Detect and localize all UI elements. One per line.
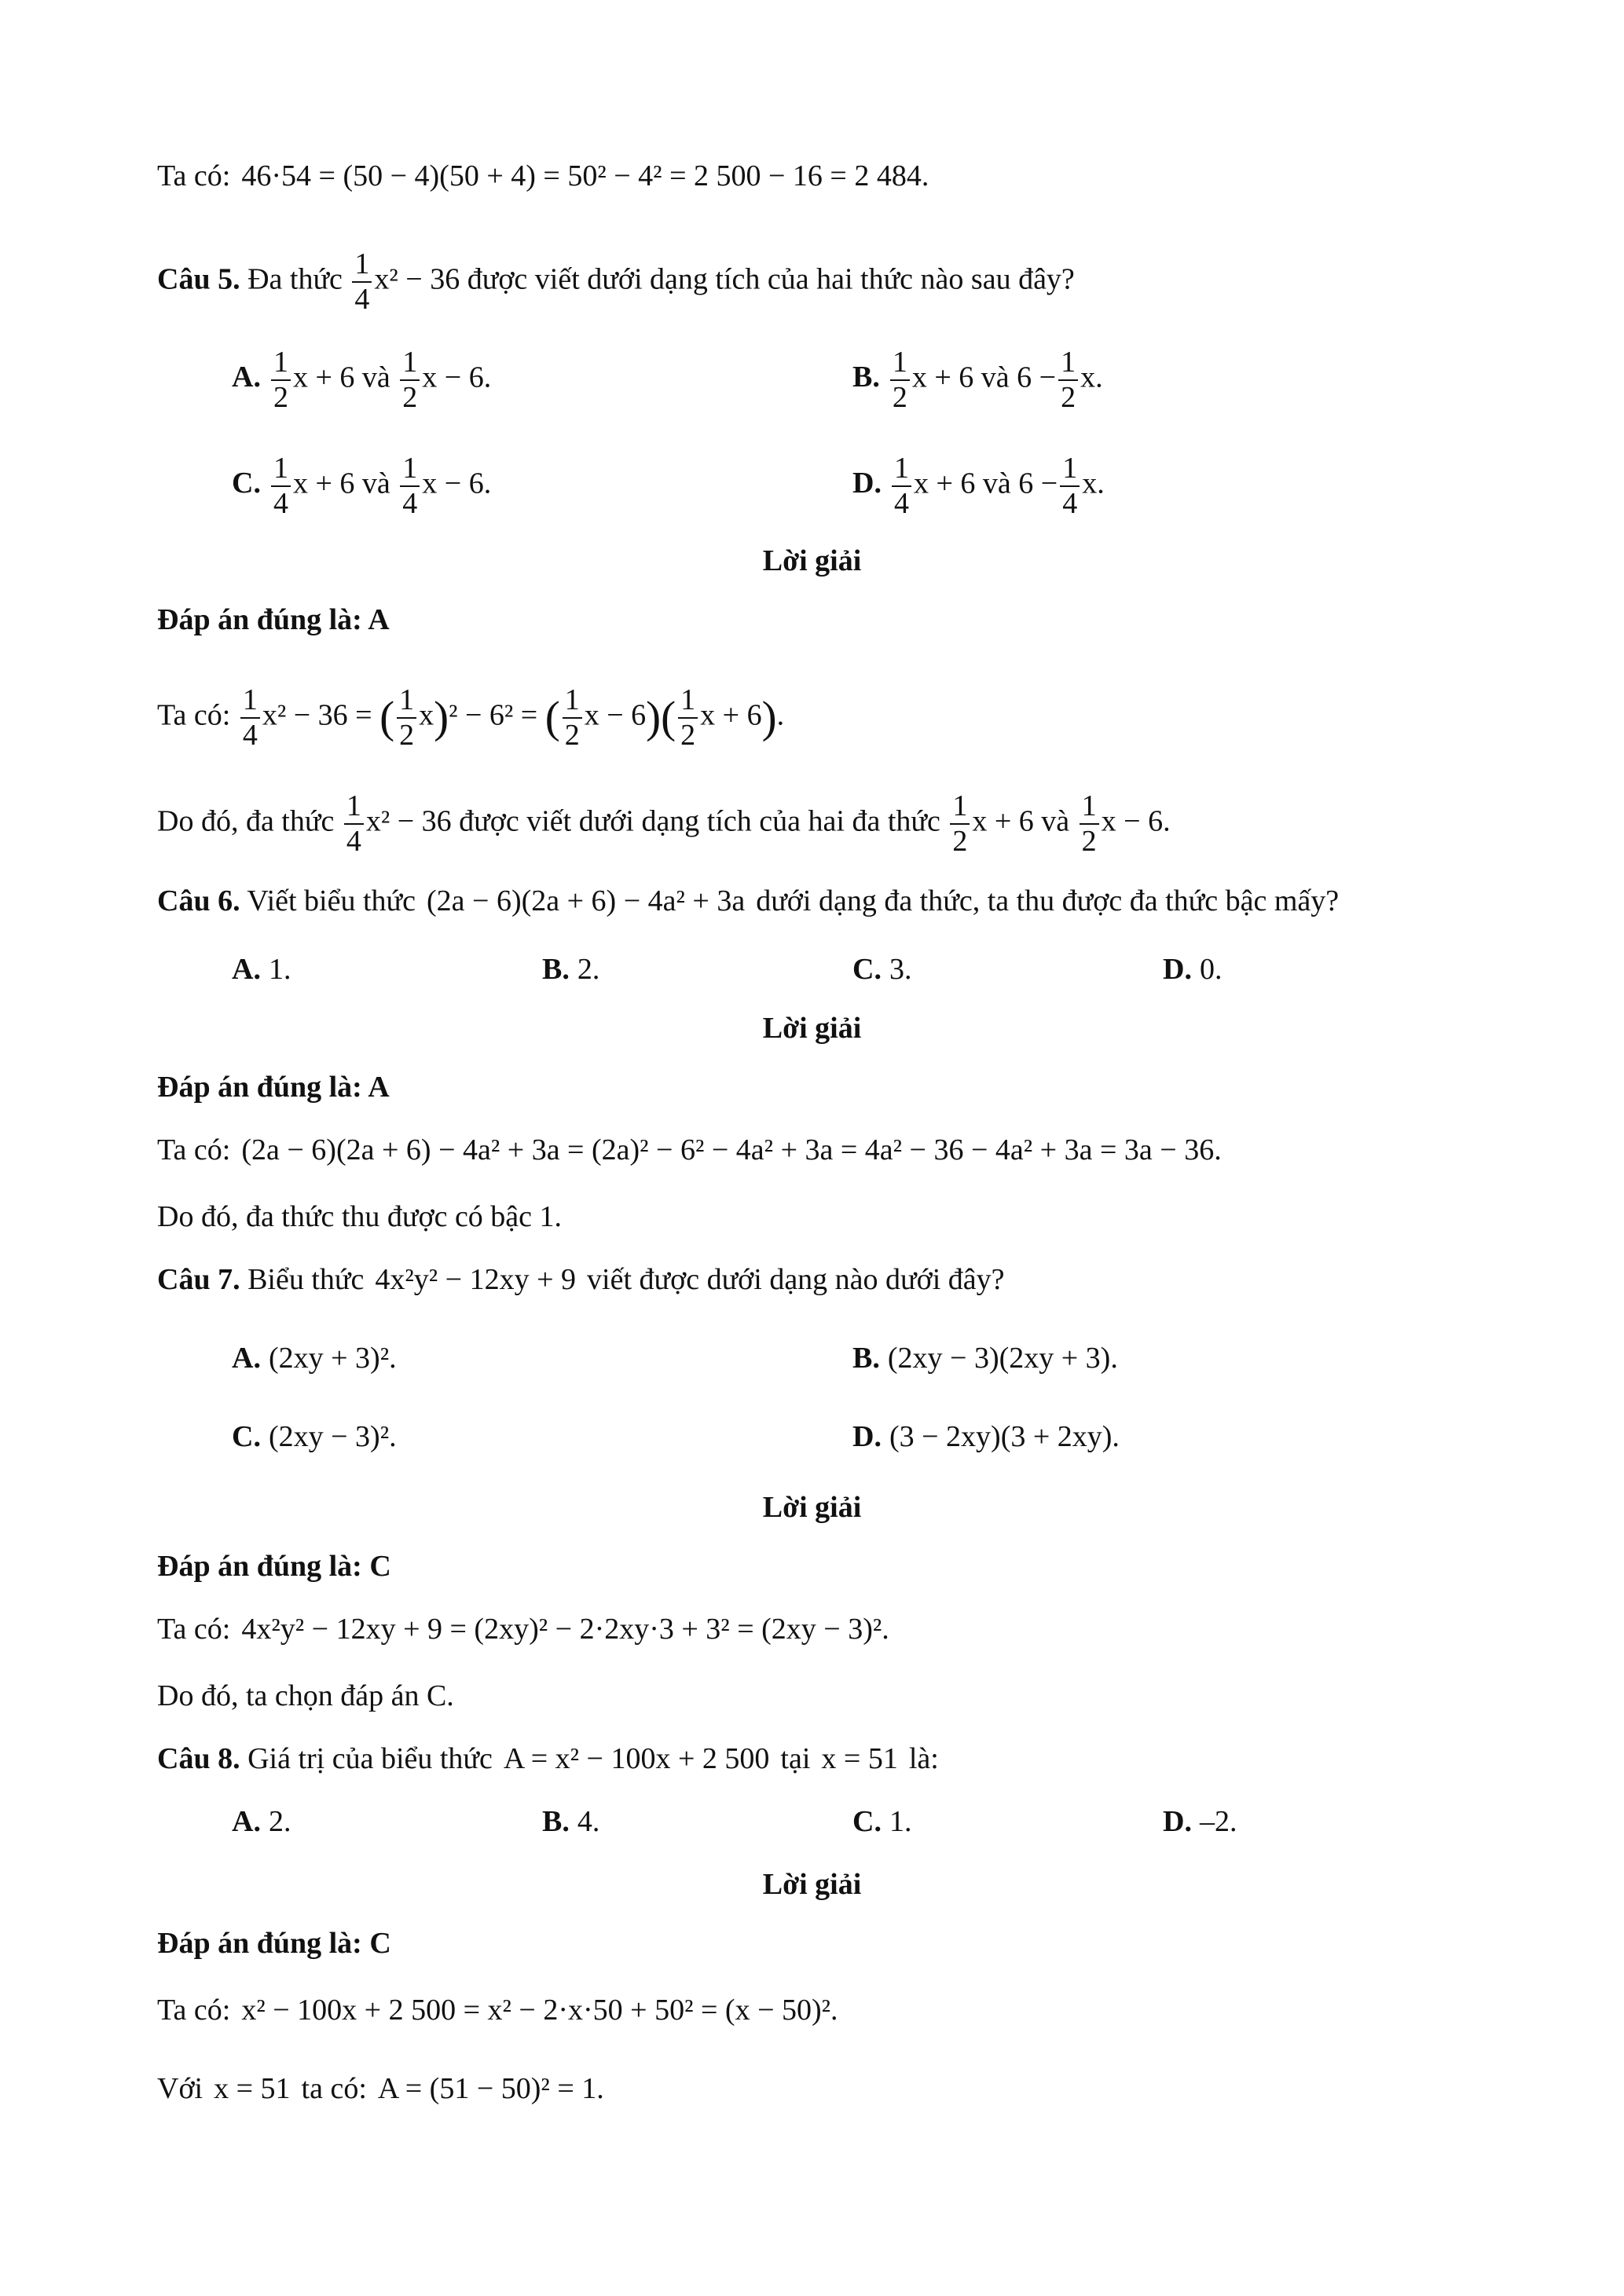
- option-6b[interactable]: [542, 954, 599, 984]
- option-value: 1.: [889, 1805, 912, 1838]
- math-expression: x − 6.: [422, 467, 492, 500]
- option-7d[interactable]: [852, 1422, 1120, 1452]
- option-label: A.: [232, 361, 261, 394]
- fraction: [950, 789, 970, 858]
- math-expression: x² − 100x + 2 500 = x² − 2·x·50 + 50² = (x − 50)².: [241, 1994, 838, 2027]
- numerator: 1: [400, 452, 420, 487]
- option-value: 4.: [577, 1805, 600, 1838]
- answer-line: Đáp án đúng là: C: [157, 1550, 391, 1583]
- text: Ta có:: [157, 698, 231, 732]
- answer-line: Đáp án đúng là: A: [157, 603, 390, 636]
- text: Ta có:: [157, 1133, 231, 1166]
- option-5b[interactable]: [852, 346, 1103, 414]
- fraction: [400, 346, 420, 414]
- option-value: (2xy + 3)².: [268, 1342, 397, 1375]
- question-label: Câu 8.: [157, 1742, 240, 1775]
- option-label: B.: [542, 1805, 570, 1838]
- text: Đa thức: [247, 262, 343, 296]
- numerator: 1: [563, 683, 582, 719]
- question-label: Câu 7.: [157, 1263, 240, 1296]
- option-value: 1.: [268, 953, 291, 986]
- text: Giá trị của biểu thức: [247, 1742, 493, 1775]
- denominator: 4: [402, 486, 418, 520]
- option-label: C.: [852, 953, 882, 986]
- denominator: 4: [893, 486, 909, 520]
- numerator: 1: [1080, 789, 1099, 825]
- option-5c[interactable]: [232, 452, 491, 520]
- text: Do đó, đa thức: [157, 804, 335, 838]
- option-8d[interactable]: [1163, 1807, 1237, 1836]
- option-label: B.: [542, 953, 570, 986]
- fraction: [890, 346, 910, 414]
- option-label: D.: [852, 1420, 882, 1453]
- fraction: [1080, 789, 1099, 858]
- fraction: [678, 683, 698, 752]
- math-expression: (2a − 6)(2a + 6) − 4a² + 3a: [427, 884, 746, 917]
- math-expression: x.: [1082, 467, 1105, 500]
- option-6a[interactable]: [232, 954, 291, 984]
- denominator: 2: [564, 718, 580, 752]
- option-5a[interactable]: [232, 346, 491, 414]
- text: và: [361, 467, 390, 500]
- solution-line: [157, 789, 1530, 858]
- denominator: 4: [273, 486, 288, 520]
- fraction: [563, 683, 582, 752]
- text: viết được dưới dạng nào dưới đây?: [587, 1263, 1005, 1296]
- text: và: [981, 361, 1010, 394]
- solution-line: [157, 1995, 1530, 2025]
- solution-line: Do đó, ta chọn đáp án C.: [157, 1679, 454, 1712]
- answer-line: Đáp án đúng là: C: [157, 1927, 391, 1960]
- math-expression: .: [776, 698, 785, 732]
- fraction: [397, 683, 416, 752]
- math-expression: 6 −: [1017, 361, 1057, 394]
- math-expression: 4x²y² − 12xy + 9 = (2xy)² − 2·2xy·3 + 3² = (2xy − 3)².: [241, 1613, 889, 1646]
- fraction: [271, 452, 291, 520]
- option-5d[interactable]: [852, 452, 1105, 520]
- option-8c[interactable]: [852, 1807, 911, 1836]
- question-7: [157, 1265, 1530, 1294]
- question-label: Câu 5.: [157, 262, 240, 296]
- fraction: [400, 452, 420, 520]
- option-label: D.: [852, 467, 882, 500]
- numerator: 1: [950, 789, 970, 825]
- numerator: 1: [890, 346, 910, 381]
- denominator: 4: [1062, 486, 1078, 520]
- option-label: C.: [232, 467, 261, 500]
- text: dưới dạng đa thức, ta thu được đa thức bậc mấy?: [756, 884, 1340, 917]
- math-expression: x − 6.: [422, 361, 492, 394]
- option-label: D.: [1163, 1805, 1192, 1838]
- math-expression: ² − 6² =: [449, 698, 538, 732]
- numerator: 1: [240, 683, 260, 719]
- math-expression: (2a − 6)(2a + 6) − 4a² + 3a = (2a)² − 6² − 4a² + 3a = 4a² − 36 − 4a² + 3a = 3a − 36.: [241, 1133, 1222, 1166]
- option-label: B.: [852, 1342, 880, 1375]
- math-expression: x + 6: [700, 698, 762, 732]
- option-value: 0.: [1199, 953, 1223, 986]
- denominator: 2: [952, 824, 968, 858]
- math-expression: x.: [1080, 361, 1103, 394]
- text: là:: [908, 1742, 939, 1775]
- math-expression: x² − 36: [365, 804, 452, 838]
- math-expression: x = 51: [214, 2072, 291, 2105]
- denominator: 4: [346, 824, 361, 858]
- fraction: [1058, 346, 1078, 414]
- text: Ta có:: [157, 1994, 231, 2027]
- math-expression: 4x²y² − 12xy + 9: [375, 1263, 577, 1296]
- math-expression: x − 6.: [1101, 804, 1171, 838]
- solution-line: [157, 161, 1530, 191]
- text: Ta có:: [157, 159, 231, 192]
- solution-heading: Lời giải: [762, 544, 862, 577]
- math-expression: x + 6: [292, 467, 355, 500]
- math-expression: x² − 36: [374, 262, 460, 296]
- solution-heading: Lời giải: [762, 1868, 862, 1901]
- numerator: 1: [271, 346, 291, 381]
- text: và: [982, 467, 1011, 500]
- question-8: [157, 1744, 1530, 1774]
- option-7a[interactable]: [232, 1343, 397, 1373]
- math-expression: x − 6: [584, 698, 647, 732]
- solution-heading: Lời giải: [762, 1012, 862, 1045]
- denominator: 2: [1061, 380, 1076, 414]
- fraction: [892, 452, 911, 520]
- option-label: D.: [1163, 953, 1192, 986]
- text: và: [1041, 804, 1070, 838]
- denominator: 4: [354, 282, 370, 316]
- numerator: 1: [678, 683, 698, 719]
- math-expression: x + 6: [911, 361, 974, 394]
- numerator: 1: [397, 683, 416, 719]
- denominator: 4: [242, 718, 258, 752]
- numerator: 1: [1058, 346, 1078, 381]
- text: Với: [157, 2072, 203, 2105]
- math-expression: A = (51 − 50)² = 1.: [377, 2072, 604, 2105]
- option-value: 3.: [889, 953, 912, 986]
- text: Ta có:: [157, 1613, 231, 1646]
- option-8b[interactable]: [542, 1807, 599, 1836]
- text: được viết dưới dạng tích của hai đa thức: [459, 804, 940, 838]
- math-expression: x + 6: [913, 467, 976, 500]
- option-value: (3 − 2xy)(3 + 2xy).: [889, 1420, 1120, 1453]
- math-expression: x² − 36 =: [262, 698, 372, 732]
- denominator: 2: [273, 380, 288, 414]
- solution-line: Ta có: $\frac{1}{4}$ x² − 36 = ( $\frac{1}{2}$ x)² − 6² = ( $\frac{1}{2}$ x − 6)( $\frac{1}{2}$ x + 6).: [157, 683, 785, 752]
- math-expression: A = x² − 100x + 2 500: [503, 1742, 770, 1775]
- option-7b[interactable]: [852, 1343, 1118, 1373]
- answer-line: Đáp án đúng là: A: [157, 1071, 390, 1104]
- option-value: (2xy − 3)².: [268, 1420, 397, 1453]
- fraction: [240, 683, 260, 752]
- option-label: C.: [852, 1805, 882, 1838]
- option-label: B.: [852, 361, 880, 394]
- option-8a[interactable]: [232, 1807, 291, 1836]
- text: tại: [780, 1742, 811, 1775]
- numerator: 1: [1060, 452, 1080, 487]
- math-expression: x + 6: [292, 361, 355, 394]
- numerator: 1: [352, 247, 372, 283]
- option-label: C.: [232, 1420, 261, 1453]
- numerator: 1: [892, 452, 911, 487]
- denominator: 2: [1081, 824, 1097, 858]
- fraction: [344, 789, 364, 858]
- question-6: [157, 886, 1530, 916]
- solution-line: [157, 1614, 1530, 1644]
- question-5: [157, 247, 1530, 316]
- text: được viết dưới dạng tích của hai thức nào sau đây?: [467, 262, 1075, 296]
- option-label: A.: [232, 1342, 261, 1375]
- numerator: 1: [271, 452, 291, 487]
- option-6c[interactable]: [852, 954, 911, 984]
- denominator: 2: [892, 380, 907, 414]
- option-6d[interactable]: [1163, 954, 1222, 984]
- numerator: 1: [400, 346, 420, 381]
- solution-line: [157, 1135, 1530, 1165]
- fraction: [1060, 452, 1080, 520]
- text: và: [361, 361, 390, 394]
- option-value: 2.: [268, 1805, 291, 1838]
- text: Viết biểu thức: [247, 884, 416, 917]
- option-7c[interactable]: [232, 1422, 397, 1452]
- option-label: A.: [232, 1805, 261, 1838]
- option-value: 2.: [577, 953, 600, 986]
- text: Biểu thức: [247, 1263, 365, 1296]
- math-expression: 46·54 = (50 − 4)(50 + 4) = 50² − 4² = 2 500 − 16 = 2 484.: [241, 159, 929, 192]
- option-value: –2.: [1199, 1805, 1237, 1838]
- math-expression: x: [419, 698, 434, 732]
- text: ta có:: [301, 2072, 367, 2105]
- denominator: 2: [399, 718, 415, 752]
- denominator: 2: [680, 718, 696, 752]
- fraction: [352, 247, 372, 316]
- math-expression: 6 −: [1018, 467, 1058, 500]
- option-value: (2xy − 3)(2xy + 3).: [887, 1342, 1118, 1375]
- option-label: A.: [232, 953, 261, 986]
- fraction: [271, 346, 291, 414]
- solution-line: Do đó, đa thức thu được có bậc 1.: [157, 1200, 563, 1233]
- question-label: Câu 6.: [157, 884, 240, 917]
- math-expression: x + 6: [972, 804, 1034, 838]
- math-expression: x = 51: [821, 1742, 898, 1775]
- numerator: 1: [344, 789, 364, 825]
- solution-line: [157, 2074, 1530, 2104]
- denominator: 2: [402, 380, 418, 414]
- solution-heading: Lời giải: [762, 1491, 862, 1524]
